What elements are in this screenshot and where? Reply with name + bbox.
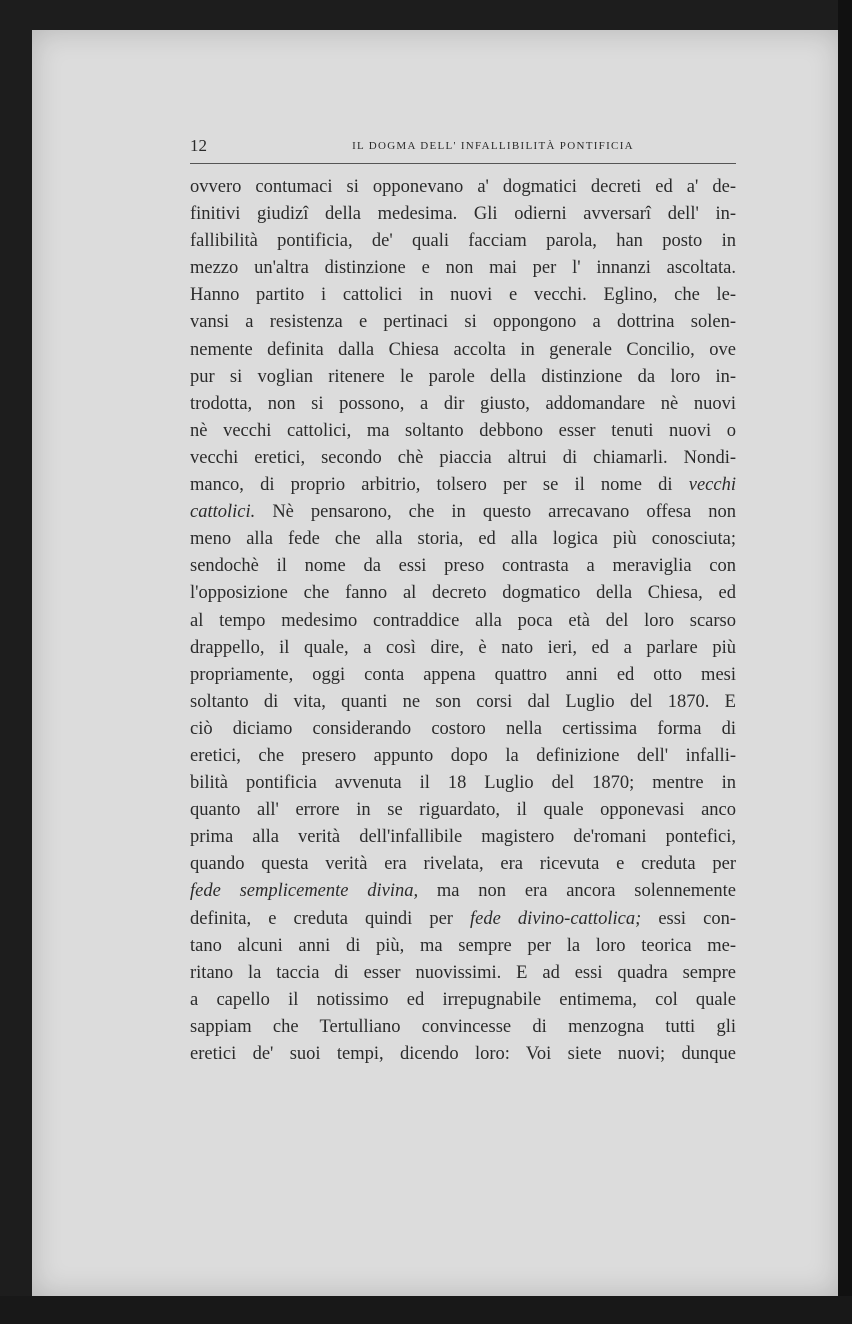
text-line: ciò diciamo considerando costoro nella certissima forma di	[190, 718, 736, 739]
text-line: drappello, il quale, a così dire, è nato ieri, ed a parlare più	[190, 637, 736, 658]
text-line: l'opposizione che fanno al decreto dogmatico della Chiesa, ed	[190, 583, 736, 604]
text-line-mixed	[190, 499, 736, 526]
text-line-mixed	[190, 878, 736, 905]
text-line-mixed	[190, 472, 736, 499]
running-head	[190, 136, 736, 162]
text-line: al tempo medesimo contraddice alla poca età del loro scarso	[190, 610, 736, 631]
text-span: definita, e creduta quindi per	[190, 908, 453, 929]
text-line: vansi a resistenza e pertinaci si oppongono a dottrina solen-	[190, 312, 736, 333]
text-span: essi con-	[658, 908, 736, 929]
page-number: 12	[190, 136, 207, 155]
italic-span: fede divino-cattolica;	[470, 908, 642, 929]
text-line: soltanto di vita, quanti ne son corsi dal Luglio del 1870. E	[190, 691, 736, 712]
text-line: propriamente, oggi conta appena quattro anni ed otto mesi	[190, 664, 736, 685]
text-line: eretici de' suoi tempi, dicendo loro: Voi siete nuovi; dunque	[190, 1044, 736, 1064]
text-line: a capello il notissimo ed irrepugnabile entimema, col quale	[190, 989, 736, 1010]
text-line: ritano la taccia di esser nuovissimi. E ad essi quadra sempre	[190, 962, 736, 983]
text-line: meno alla fede che alla storia, ed alla logica più conosciuta;	[190, 529, 736, 550]
text-line: pur si voglian ritenere le parole della distinzione da loro in-	[190, 366, 736, 387]
text-line: nè vecchi cattolici, ma soltanto debbono esser tenuti nuovi o	[190, 420, 736, 441]
text-line: trodotta, non si possono, a dir giusto, addomandare nè nuovi	[190, 393, 736, 414]
italic-span: fede	[190, 881, 221, 902]
italic-span: semplicemente divina,	[239, 881, 419, 902]
text-line: vecchi eretici, secondo chè piaccia altrui di chiamarli. Nondi-	[190, 447, 736, 468]
scan-edge-right	[838, 0, 852, 1324]
scan-edge-bottom	[0, 1296, 852, 1324]
text-line: sappiam che Tertulliano convincesse di menzogna tutti gli	[190, 1016, 736, 1037]
text-line: Hanno partito i cattolici in nuovi e vecchi. Eglino, che le-	[190, 285, 736, 306]
text-span: manco, di proprio arbitrio, tolsero per se il nome di	[190, 475, 673, 496]
running-title: IL DOGMA DELL' INFALLIBILITÀ PONTIFICIA	[352, 140, 634, 152]
text-line: eretici, che presero appunto dopo la definizione dell' infalli-	[190, 745, 736, 766]
text-line: finitivi giudizî della medesima. Gli odierni avversarî dell' in-	[190, 204, 736, 225]
italic-span: vecchi	[688, 475, 736, 496]
text-span: ma non era ancora solennemente	[436, 881, 736, 902]
italic-span: cattolici.	[190, 502, 256, 523]
text-line: tano alcuni anni di più, ma sempre per la loro teorica me-	[190, 935, 736, 956]
text-line: ovvero contumaci si opponevano a' dogmatici decreti ed a' de-	[190, 177, 736, 197]
text-line: bilità pontificia avvenuta il 18 Luglio del 1870; mentre in	[190, 773, 736, 794]
text-line: mezzo un'altra distinzione e non mai per l' innanzi ascoltata.	[190, 258, 736, 279]
text-line: prima alla verità dell'infallibile magistero de'romani pontefici,	[190, 827, 736, 848]
text-line: nemente definita dalla Chiesa accolta in generale Concilio, ove	[190, 339, 736, 360]
text-line: sendochè il nome da essi preso contrasta a meraviglia con	[190, 556, 736, 577]
text-line: fallibilità pontificia, de' quali facciam parola, han posto in	[190, 231, 736, 252]
body-text	[190, 174, 736, 1068]
text-line-mixed	[190, 906, 736, 933]
text-line: quanto all' errore in se riguardato, il quale opponevasi anco	[190, 800, 736, 821]
text-line: quando questa verità era rivelata, era ricevuta e creduta per	[190, 854, 736, 875]
header-rule	[190, 163, 736, 164]
text-span: Nè pensarono, che in questo arrecavano offesa non	[272, 502, 736, 523]
